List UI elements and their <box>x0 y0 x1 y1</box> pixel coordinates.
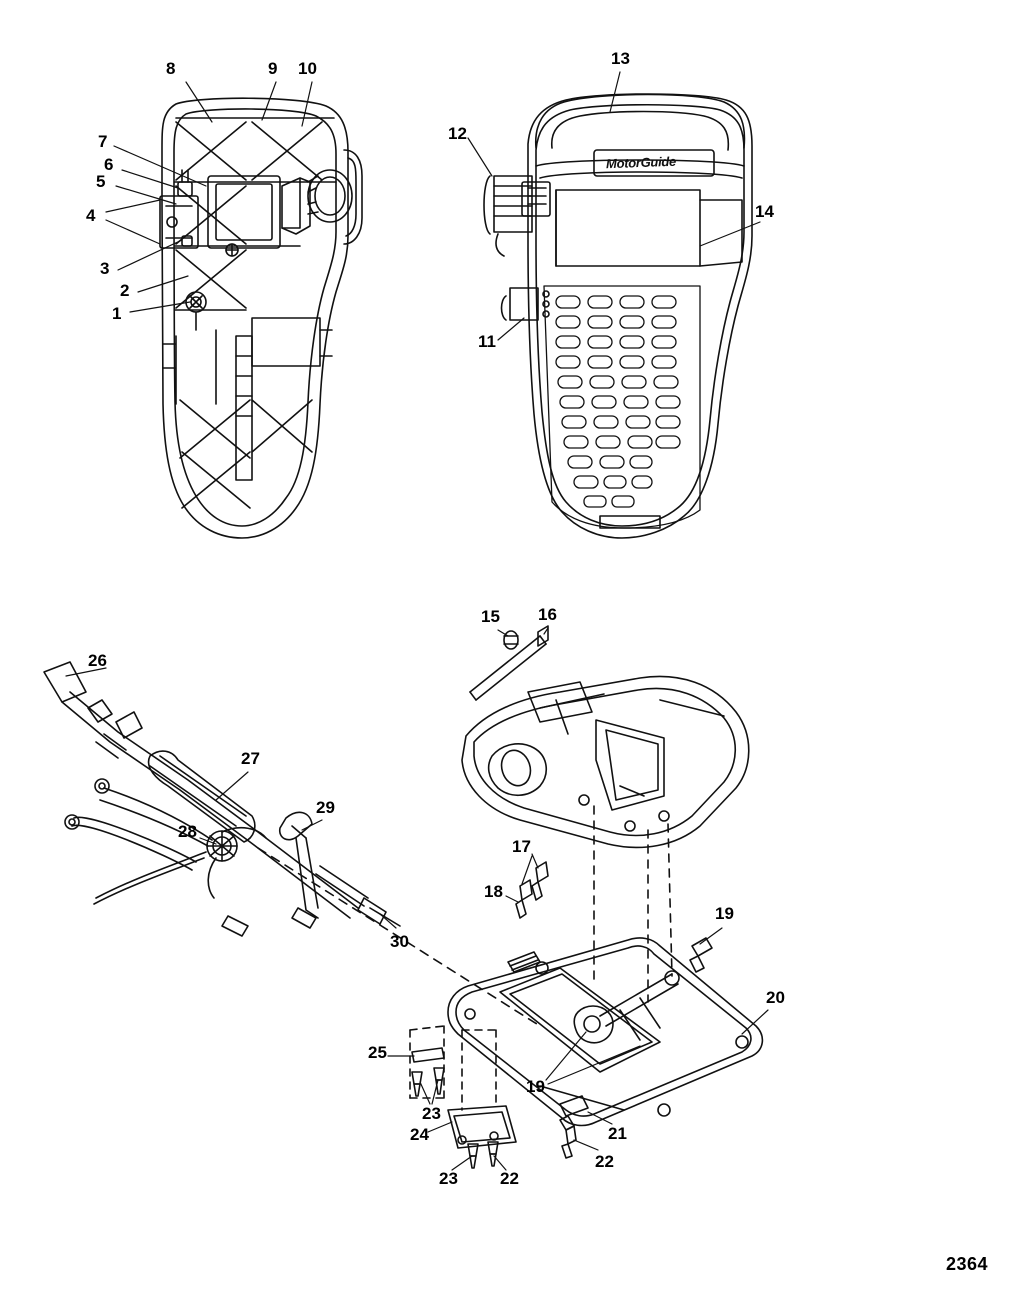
callout-21: 21 <box>608 1124 627 1143</box>
callout-17: 17 <box>512 837 531 856</box>
callout-23: 23 <box>422 1104 441 1123</box>
drawing-number: 2364 <box>945 1254 988 1274</box>
callout-25: 25 <box>368 1043 387 1062</box>
callout-7: 7 <box>98 132 108 151</box>
part-lower-housing-shell <box>462 676 749 1002</box>
callout-8: 8 <box>166 59 176 78</box>
callout-10: 10 <box>298 59 317 78</box>
callout-29: 29 <box>316 798 335 817</box>
callout-23-lower: 23 <box>439 1169 458 1188</box>
callout-20: 20 <box>766 988 785 1007</box>
callout-3: 3 <box>100 259 110 278</box>
callout-1: 1 <box>112 304 122 323</box>
part-bracket-plate <box>410 1026 516 1168</box>
callout-28: 28 <box>178 822 197 841</box>
part-screws-17-18 <box>516 862 548 918</box>
part-pin-and-washer <box>470 626 548 700</box>
part-upper-housing-inner <box>160 98 362 538</box>
callout-4: 4 <box>86 206 96 225</box>
callout-22: 22 <box>595 1152 614 1171</box>
callout-22-lower: 22 <box>500 1169 519 1188</box>
callout-14: 14 <box>755 202 774 221</box>
callout-11: 11 <box>478 332 496 351</box>
callout-13: 13 <box>611 49 630 68</box>
callout-16: 16 <box>538 605 557 624</box>
callout-2: 2 <box>120 281 130 300</box>
callout-9: 9 <box>268 59 278 78</box>
callout-18: 18 <box>484 882 503 901</box>
callout-19-lower: 19 <box>526 1077 545 1096</box>
callout-12: 12 <box>448 124 467 143</box>
callout-6: 6 <box>104 155 114 174</box>
part-cable-assembly <box>44 662 540 1026</box>
callout-26: 26 <box>88 651 107 670</box>
leader-lines <box>66 72 768 1170</box>
callout-15: 15 <box>481 607 500 626</box>
callout-5: 5 <box>96 172 106 191</box>
callout-19: 19 <box>715 904 734 923</box>
callout-24: 24 <box>410 1125 429 1144</box>
callout-30: 30 <box>390 932 409 951</box>
motorguide-brand-label: MotorGuide <box>605 153 677 172</box>
part-mount-base <box>448 938 762 1158</box>
callout-27: 27 <box>241 749 260 768</box>
